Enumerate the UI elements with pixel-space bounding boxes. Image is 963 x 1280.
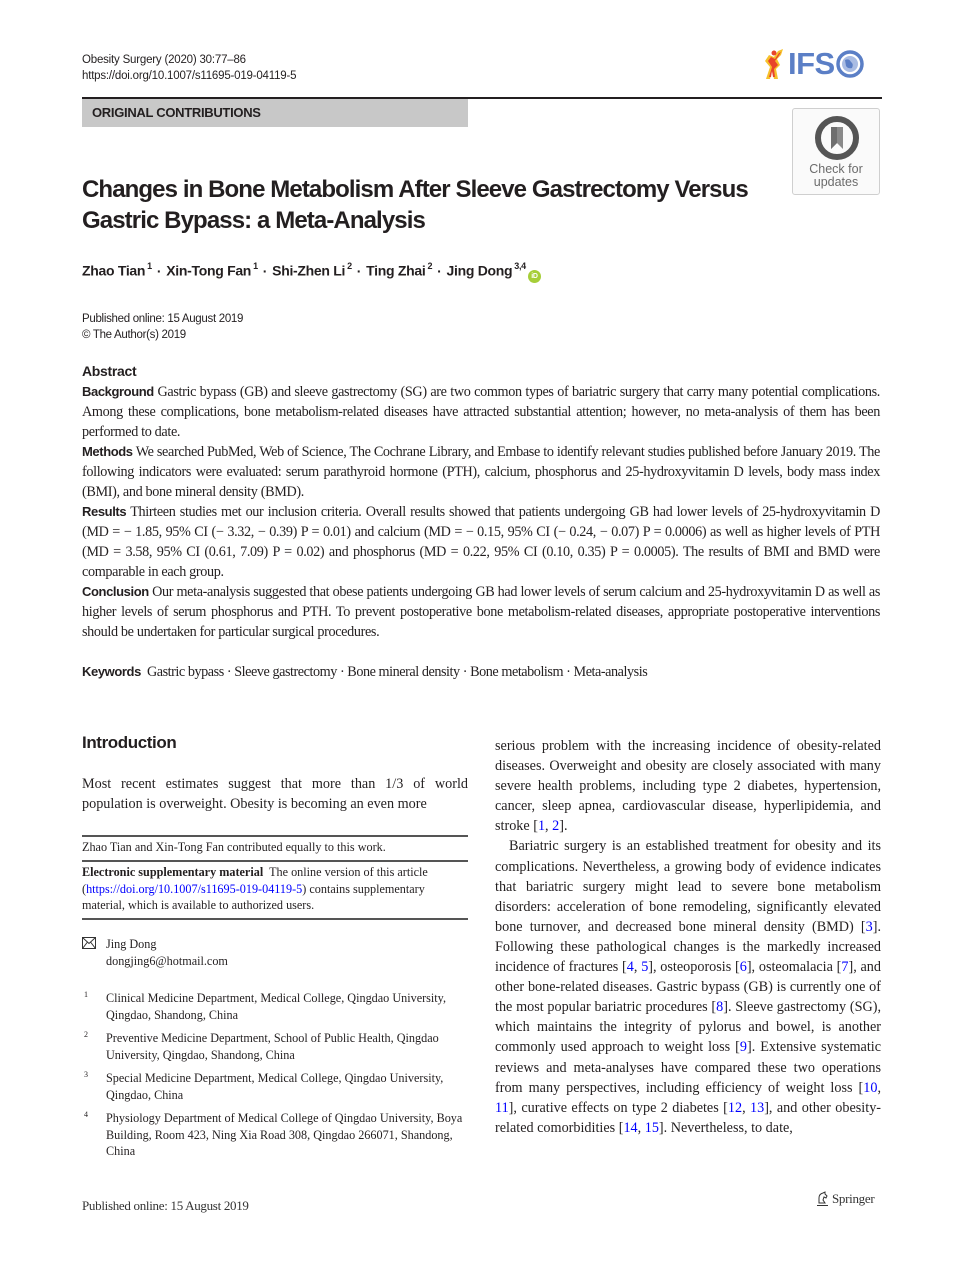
footnote-divider	[82, 860, 468, 862]
paragraph: Bariatric surgery is an established treatment for obesity and its complications. Nevertheless, a growing body of evidence indicates that bariatric surgery might lead to severe bone metabolism disorders: acceleration of bone remodeling, significantly elevated bone turnover, and decreased bone mineral density (BMD) [3]. Following these pathological changes is the markedly increased incidence of fractures [4, 5], osteoporosis [6], osteomalacia [7], and other bone-related diseases. Gastric bypass (GB) is currently one of the most popular bariatric procedures [8]. Sleeve gastrectomy (SG), which maintains the integrity of pylorus and bowel, is another commonly used approach to weight loss [9]. Extensive systematic reviews and meta-analyses have compared these two operations from many perspectives, including efficiency of weight loss [10, 11], curative effects on type 2 diabetes [12, 13], and other obesity-related comorbidities [14, 15]. Nevertheless, to date,	[495, 838, 882, 1136]
citation-link[interactable]: 5	[641, 959, 649, 976]
affiliation-4: 4 Physiology Department of Medical College of Qingdao University, Boya Building, Room 423, Ning Xia Road 308, Qingdao 266071, Shandong, China	[84, 1110, 463, 1158]
keywords-label: Keywords	[82, 664, 141, 679]
esm-label: Electronic supplementary material	[82, 865, 264, 879]
section-banner	[82, 99, 468, 127]
ifso-text: IFS	[788, 46, 835, 81]
affiliation-1: 1 Clinical Medicine Department, Medical College, Qingdao University, Qingdao, Shandong, China	[84, 990, 447, 1022]
keywords-list: Gastric bypass · Sleeve gastrectomy · Bone mineral density · Bone metabolism · Meta-analysis	[146, 664, 648, 680]
springer-horse-icon	[816, 1191, 829, 1207]
citation-link[interactable]: 3	[865, 918, 873, 935]
affiliation-3: 3 Special Medicine Department, Medical College, Qingdao University, Qingdao, China	[84, 1070, 444, 1102]
publisher-name: Springer	[832, 1191, 875, 1206]
author-name[interactable]: Ting Zhai $^2$	[366, 261, 433, 279]
citation-link[interactable]: 9	[739, 1039, 747, 1056]
ifso-figure-icon	[762, 47, 786, 81]
correspondence-email[interactable]: dongjing6@hotmail.com	[106, 953, 228, 968]
esm-note: Electronic supplementary material The online version of this article (https://doi.org/10.1007/s11695-019-04119-5) contains supplementary material, which is available to authorized users.	[82, 865, 428, 912]
abstract-conclusion: Conclusion Our meta-analysis suggested that obese patients undergoing GB had lower levels of serum calcium and 25-hydroxyvitamin D as well as higher levels of serum phosphorus and PTH. To prevent postoperative bone metabolism-related diseases, appropriate postoperative interventions should be undertaken for particular surgical procedures.	[82, 584, 880, 640]
abstract-methods: Methods We searched PubMed, Web of Science, The Cochrane Library, and Embase to identify relevant studies published before January 2019. The following indicators were evaluated: serum parathyroid hormone (PTH), calcium, phosphorus and 25-hydroxyvitamin D levels, body mass index (BMI), and bone mineral density (BMD).	[82, 444, 880, 500]
esm-doi-link[interactable]: https://doi.org/10.1007/s11695-019-04119-5	[86, 881, 303, 896]
citation-link[interactable]: 7	[841, 959, 849, 976]
footnote-divider	[82, 835, 468, 837]
ifso-logo	[762, 44, 884, 84]
correspondence-name: Jing Dong	[106, 937, 157, 951]
envelope-icon	[82, 937, 96, 949]
author-separator: ·	[356, 262, 362, 279]
paragraph: serious problem with the increasing incidence of obesity-related diseases. Overweight and obesity are closely associated with many severe health problems, including type 2 diabetes, hypertension, cancer, sleep apnea, cardiovascular disease, hyperlipidemia, and stroke [1, 2].	[495, 738, 881, 835]
citation-link[interactable]: 8	[716, 999, 724, 1016]
citation-link[interactable]: 13	[750, 1099, 765, 1116]
footer-published-online: Published online: 15 August 2019	[82, 1198, 249, 1213]
publisher-logo	[816, 1191, 874, 1207]
author-separator: ·	[437, 262, 442, 279]
citation-link[interactable]: 14	[623, 1119, 638, 1136]
orcid-icon[interactable]: iD	[528, 270, 541, 283]
publication-info	[82, 311, 243, 343]
affiliation-2: 2 Preventive Medicine Department, School of Public Health, Qingdao University, Qingdao, Shandong, China	[84, 1030, 439, 1062]
author-separator: ·	[156, 262, 162, 279]
author-list	[82, 262, 541, 281]
citation-link[interactable]: 1	[537, 818, 546, 835]
introduction-left-text: Most recent estimates suggest that more than 1/3 of world population is overweight. Obesity is becoming an even more	[82, 776, 468, 812]
author-name[interactable]: Xin-Tong Fan $^1$	[166, 261, 258, 279]
abstract-results: Results Thirteen studies met our inclusion criteria. Overall results showed that patients undergoing GB had lower levels of 25-hydroxyvitamin D (MD = − 1.85, 95% CI (− 3.32, − 0.39) P = 0.01) and calcium (MD = − 0.15, 95% CI (− 0.24, − 0.07) P = 0.0006) as well as higher levels of PTH (MD = 3.58, 95% CI (0.61, 7.09) P = 0.02) and phosphorus (MD = 0.22, 95% CI (0.10, 0.35) P = 0.0005). The results of BMI and BMD were comparable in each group.	[82, 504, 880, 580]
author-name[interactable]: Shi-Zhen Li $^2$	[272, 261, 352, 279]
author-name[interactable]: Jing Dong $^{3,4}$	[446, 261, 526, 279]
citation-link[interactable]: 11	[495, 1099, 509, 1116]
citation-link[interactable]: 2	[552, 818, 560, 835]
introduction-right-text	[495, 736, 881, 1138]
section-label: ORIGINAL CONTRIBUTIONS	[92, 105, 261, 120]
introduction-heading: Introduction	[82, 733, 177, 752]
citation-link[interactable]: 15	[644, 1119, 659, 1136]
published-online-date: Published online: 15 August 2019	[82, 313, 244, 325]
journal-citation: Obesity Surgery (2020) 30:77–86	[82, 54, 246, 66]
globe-icon	[836, 50, 864, 78]
citation-link[interactable]: 10	[863, 1079, 878, 1096]
citation-link[interactable]: 12	[727, 1099, 743, 1116]
correspondence	[82, 936, 462, 970]
abstract-heading: Abstract	[82, 363, 137, 379]
article-title: Changes in Bone Metabolism After Sleeve Gastrectomy Versus Gastric Bypass: a Meta-Analysis	[82, 176, 748, 234]
abstract-background: Background Gastric bypass (GB) and sleeve gastrectomy (SG) are two common types of bariatric surgery that carry many potential complications. Among these complications, bone metabolism-related diseases have attracted substantial attention; however, no meta-analysis of them has been performed to date.	[82, 384, 880, 440]
doi-link[interactable]: https://doi.org/10.1007/s11695-019-04119-5	[82, 70, 297, 82]
crossmark-bookmark-icon	[814, 115, 860, 161]
keywords	[82, 662, 647, 682]
citation-link[interactable]: 6	[739, 959, 747, 976]
footnote-divider	[82, 918, 468, 920]
citation-link[interactable]: 4	[626, 959, 634, 976]
author-separator: ·	[262, 262, 268, 279]
check-for-updates-button[interactable]	[792, 108, 880, 195]
author-name[interactable]: Zhao Tian $^1$	[82, 261, 152, 279]
check-for-updates-label: Check for updates	[809, 162, 863, 189]
copyright-notice: © The Author(s) 2019	[82, 329, 186, 341]
equal-contribution-note: Zhao Tian and Xin-Tong Fan contributed equally to this work.	[82, 840, 386, 854]
